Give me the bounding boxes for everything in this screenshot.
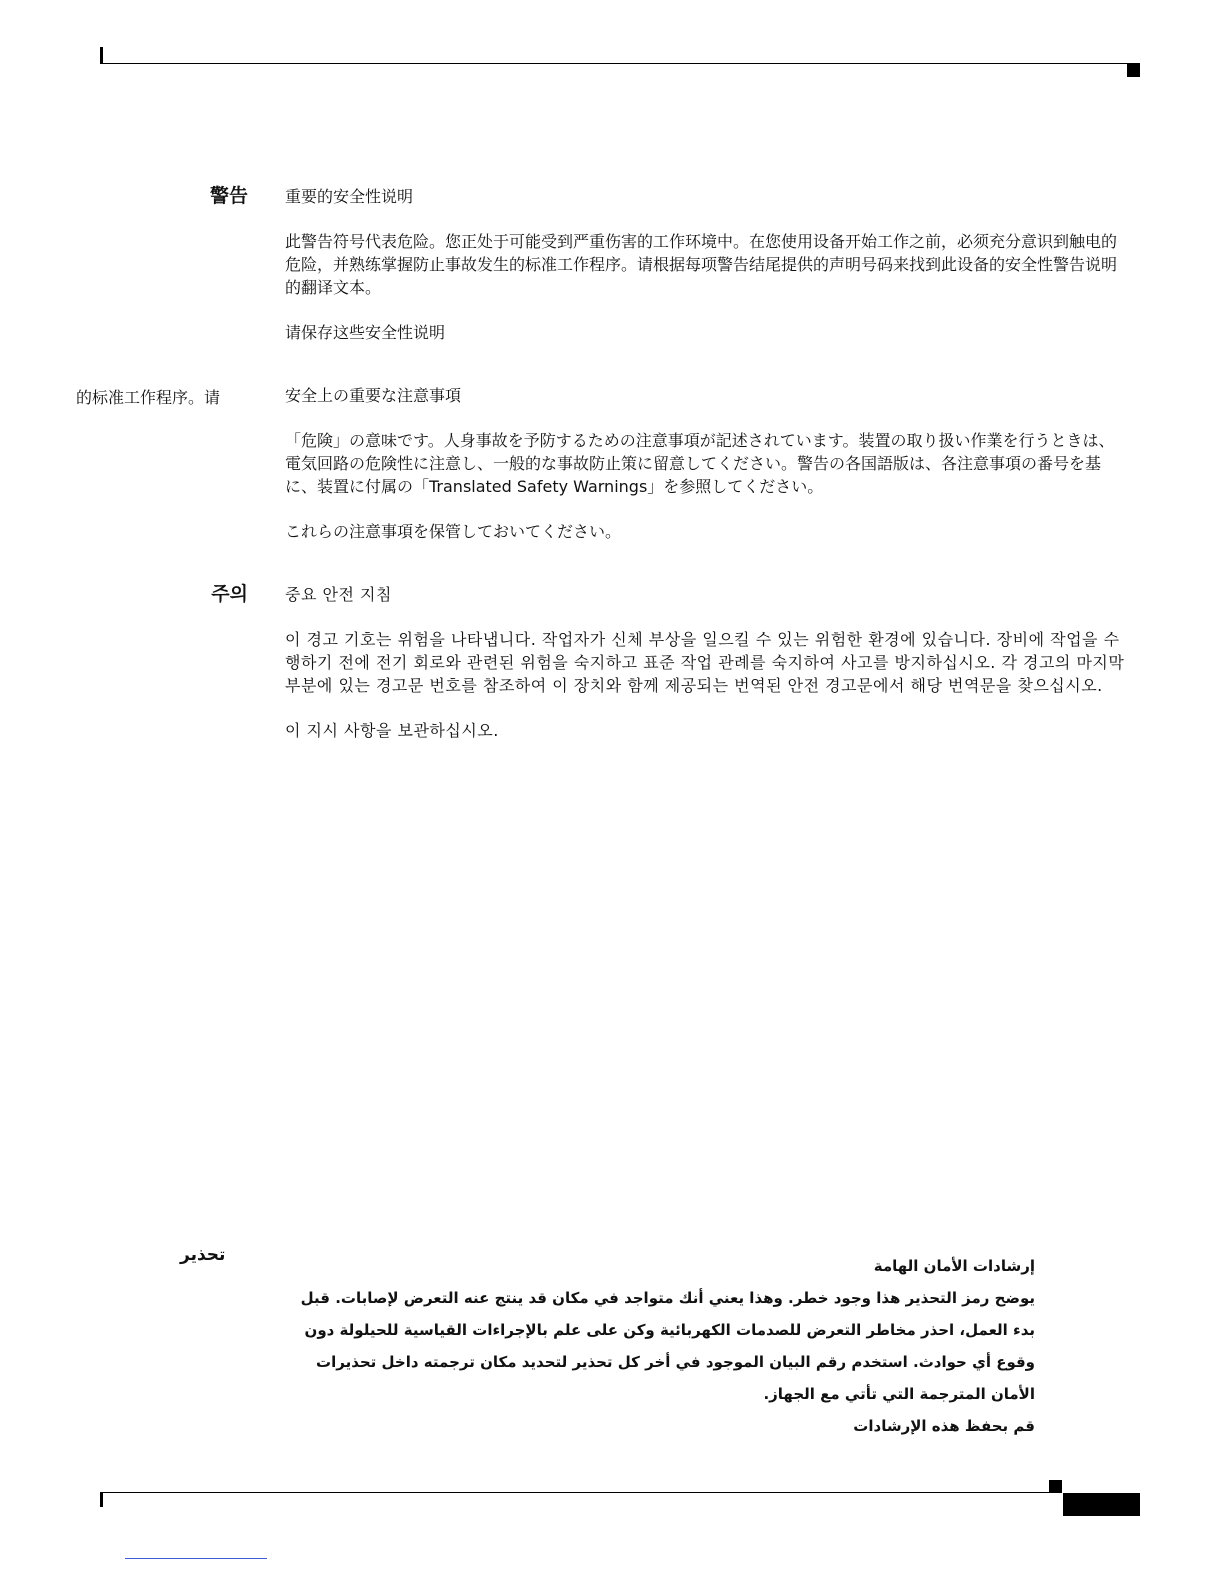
header-rule bbox=[100, 63, 1140, 64]
ko-warning-label: 주의 bbox=[211, 583, 248, 605]
ja-warning-block bbox=[285, 385, 1125, 543]
footer-link-underline[interactable] bbox=[125, 1558, 267, 1559]
ko-warning-body: 이 경고 기호는 위험을 나타냅니다. 작업자가 신체 부상을 일으킬 수 있는 위험한 환경에 있습니다. 장비에 작업을 수행하기 전에 전기 회로와 관련된 위험을 숙지하고 표준 작업 관례를 숙지하여 사고를 방지하십시오. 각 경고의 마지막 부분에 있는 경고문 번호를 참조하여 이 장치와 함께 제공되는 번역된 안전 경고문에서 해당 번역문을 찾으십시오. bbox=[285, 630, 1125, 695]
footer-tick bbox=[100, 1493, 103, 1507]
ar-warning-label: تحذير bbox=[180, 1245, 226, 1265]
ja-warning-body: 「危険」の意味です。人身事故を予防するための注意事項が記述されています。装置の取り扱い作業を行うときは、電気回路の危険性に注意し、一般的な事故防止策に留意してください。警告の各国語版は、各注意事項の番号を基に、装置に付属の「Translated Safety Warnings」を参照してください。 bbox=[285, 431, 1115, 496]
ar-warning-save: قم بحفظ هذه الإرشادات bbox=[853, 1417, 1035, 1435]
ko-warning-block bbox=[285, 584, 1125, 742]
ar-warning-block bbox=[285, 1250, 1035, 1442]
ja-warning-label: 的标准工作程序。请 bbox=[76, 388, 221, 407]
zh-warning-save: 请保存这些安全性说明 bbox=[285, 323, 446, 342]
zh-warning-body: 此警告符号代表危险。您正处于可能受到严重伤害的工作环境中。在您使用设备开始工作之前，必须充分意识到触电的危险，并熟练掌握防止事故发生的标准工作程序。请根据每项警告结尾提供的声明号码来找到此设备的安全性警告说明的翻译文本。 bbox=[285, 232, 1118, 297]
header-marker bbox=[1127, 64, 1140, 77]
footer-page-block bbox=[1063, 1493, 1140, 1516]
zh-warning-label: 警告 bbox=[209, 185, 248, 207]
ja-warning-title: 安全上の重要な注意事項 bbox=[285, 386, 462, 405]
ko-warning-save: 이 지시 사항을 보관하십시오. bbox=[285, 721, 499, 740]
zh-warning-block bbox=[285, 186, 1125, 344]
ko-warning-title: 중요 안전 지침 bbox=[285, 585, 392, 604]
footer-rule bbox=[100, 1492, 1060, 1493]
zh-warning-title: 重要的安全性说明 bbox=[285, 187, 414, 206]
ja-warning-save: これらの注意事項を保管しておいてください。 bbox=[285, 522, 622, 541]
ar-warning-title: إرشادات الأمان الهامة bbox=[873, 1257, 1035, 1275]
ar-warning-body: يوضح رمز التحذير هذا وجود خطر. وهذا يعني أنك متواجد في مكان قد ينتج عنه التعرض لإصابات. قبل بدء العمل، احذر مخاطر التعرض للصدمات الكهربائية وكن على علم بالإجراءات القياسية للحيلولة دون وقوع أي حوادث. استخدم رقم البيان الموجود في أخر كل تحذير لتحديد مكان ترجمته داخل تحذيرات الأمان المترجمة التي تأتي مع الجهاز. bbox=[300, 1289, 1035, 1403]
header-tick bbox=[100, 47, 103, 64]
